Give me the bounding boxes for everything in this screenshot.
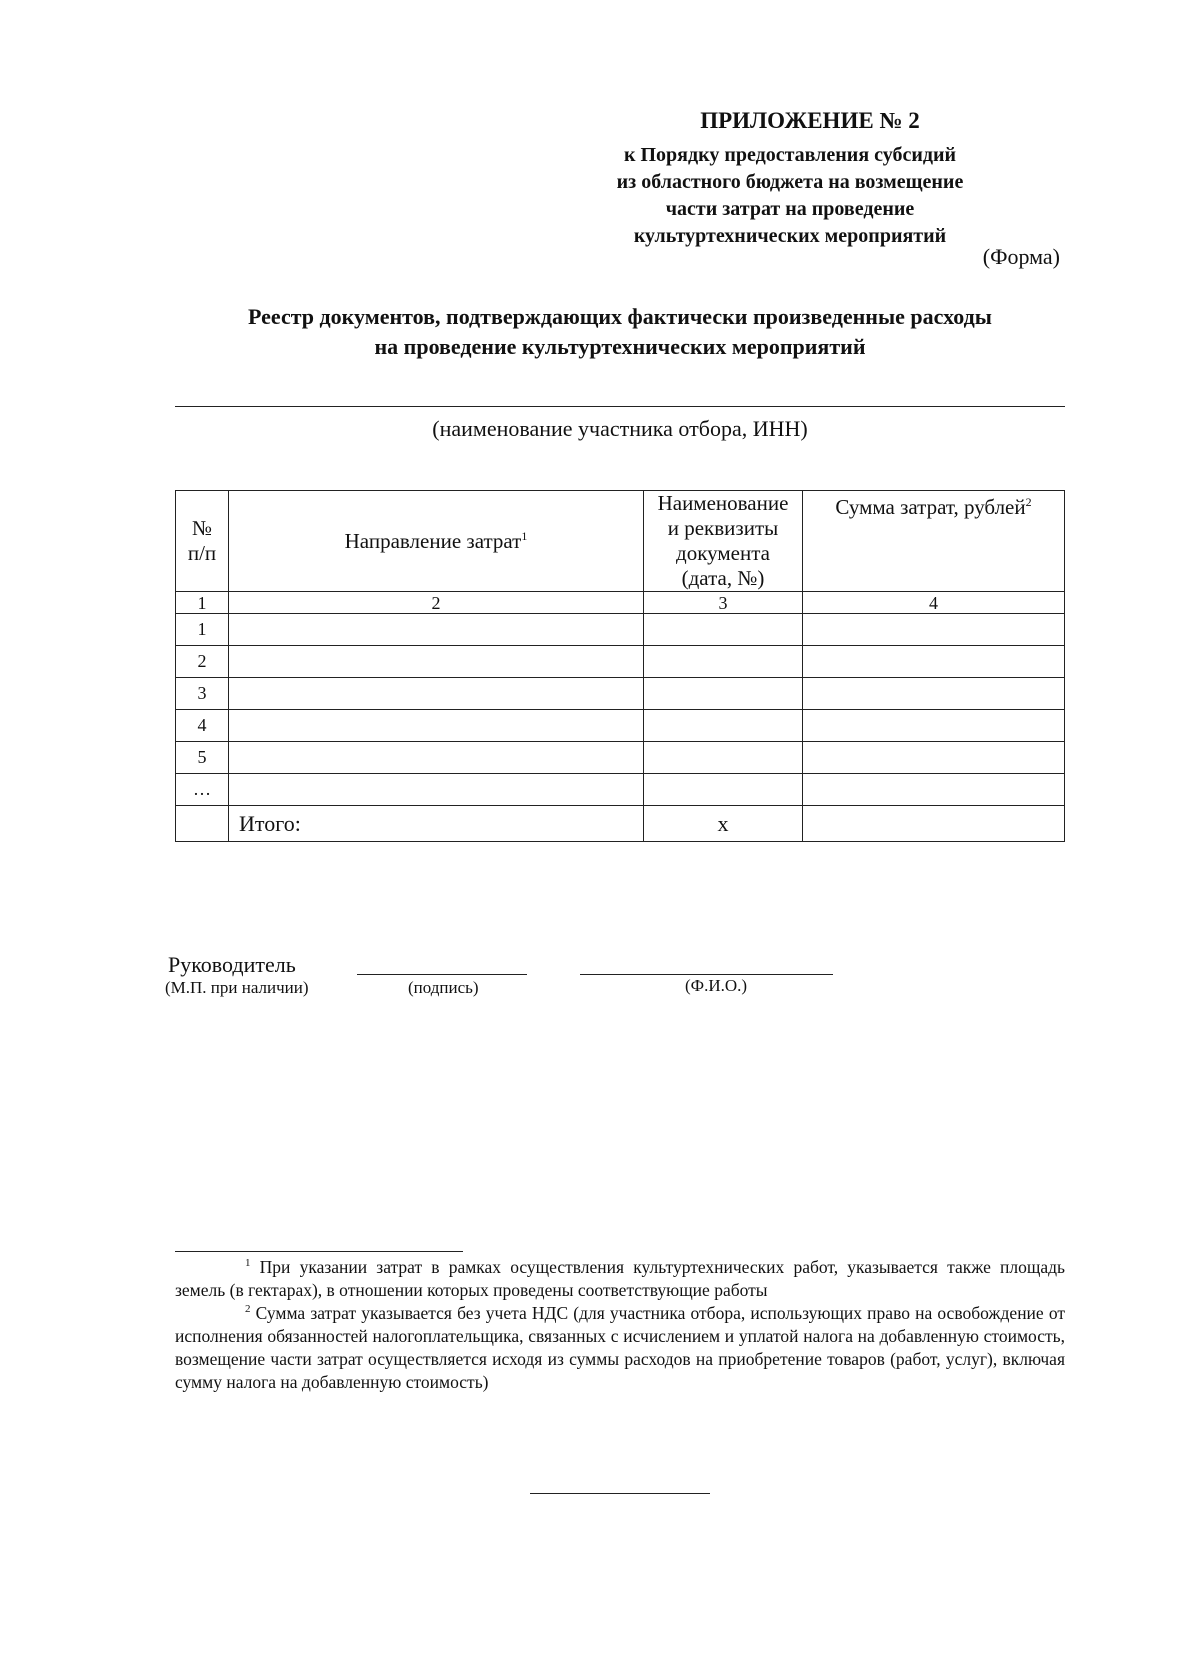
footnote-rule xyxy=(175,1251,463,1252)
signature-line xyxy=(357,974,527,975)
form-label: (Форма) xyxy=(982,244,1060,269)
table-row xyxy=(176,742,1065,774)
total-document-cell: x xyxy=(644,806,803,842)
column-number: 3 xyxy=(644,592,803,614)
row-sum-cell xyxy=(803,742,1065,774)
header-direction xyxy=(229,491,644,592)
header-num-line-1: № xyxy=(191,516,213,540)
row-direction-cell xyxy=(229,742,644,774)
signature-caption: (подпись) xyxy=(408,978,479,997)
row-number: … xyxy=(176,774,229,806)
row-direction-cell xyxy=(229,774,644,806)
participant-name-line xyxy=(175,406,1065,407)
header-document-line-2: и реквизиты xyxy=(667,516,779,540)
column-number: 2 xyxy=(229,592,644,614)
row-number: 1 xyxy=(176,614,229,646)
appendix-header xyxy=(560,108,1060,250)
table-row xyxy=(176,774,1065,806)
column-number-row xyxy=(176,592,1065,614)
row-document-cell xyxy=(644,614,803,646)
table-row xyxy=(176,646,1065,678)
table-row xyxy=(176,710,1065,742)
stamp-caption: (М.П. при наличии) xyxy=(165,978,309,997)
row-direction-cell xyxy=(229,678,644,710)
appendix-line-3: части затрат на проведение xyxy=(665,198,915,220)
header-direction-label: Направление затрат xyxy=(344,528,522,553)
appendix-line-2: из областного бюджета на возмещение xyxy=(616,171,964,193)
row-document-cell xyxy=(644,742,803,774)
row-number: 4 xyxy=(176,710,229,742)
total-row xyxy=(176,806,1065,842)
column-number: 1 xyxy=(176,592,229,614)
row-direction-cell xyxy=(229,614,644,646)
full-name-caption: (Ф.И.О.) xyxy=(685,976,748,995)
footnote-text: Сумма затрат указывается без учета НДС (для участника отбора, использующих право на освобождение от исполнения обязанностей налогоплательщика, связанных с исчислением и уплатой налога на добавленную стоимость, возмещение части затрат осуществляется исходя из суммы расходов на приобретение товаров (работ, услуг), включая сумму налога на добавленную стоимость) xyxy=(175,1303,1065,1392)
table-row xyxy=(176,678,1065,710)
appendix-line-4: культуртехнических мероприятий xyxy=(633,225,947,247)
header-num xyxy=(176,491,229,592)
footnotes xyxy=(175,1256,1065,1394)
footnote-ref-2: 2 xyxy=(1025,495,1032,509)
column-number: 4 xyxy=(803,592,1065,614)
row-number: 5 xyxy=(176,742,229,774)
row-sum-cell xyxy=(803,678,1065,710)
appendix-line-1: к Порядку предоставления субсидий xyxy=(623,144,957,166)
registry-table xyxy=(175,490,1065,842)
footnote-mark: 2 xyxy=(245,1303,251,1316)
signature-head: Руководитель xyxy=(168,952,296,977)
table-header-row xyxy=(176,491,1065,592)
document-title-line-1: Реестр документов, подтверждающих фактически произведенные расходы xyxy=(248,304,992,329)
total-label: Итого: xyxy=(229,806,644,842)
row-direction-cell xyxy=(229,710,644,742)
row-document-cell xyxy=(644,774,803,806)
row-sum-cell xyxy=(803,646,1065,678)
participant-name-caption: (наименование участника отбора, ИНН) xyxy=(432,416,808,441)
footnote-text: При указании затрат в рамках осуществления культуртехнических работ, указывается также площадь земель (в гектарах), в отношении которых проведены соответствующие работы xyxy=(175,1257,1065,1300)
row-sum-cell xyxy=(803,710,1065,742)
row-document-cell xyxy=(644,710,803,742)
appendix-title: ПРИЛОЖЕНИЕ № 2 xyxy=(700,108,920,133)
row-sum-cell xyxy=(803,774,1065,806)
footnote-mark: 1 xyxy=(245,1257,251,1270)
header-document-line-4: (дата, №) xyxy=(681,566,765,590)
row-document-cell xyxy=(644,678,803,710)
footnote-1 xyxy=(175,1256,1065,1302)
table-row xyxy=(176,614,1065,646)
header-sum xyxy=(803,491,1065,592)
header-num-line-2: п/п xyxy=(187,541,217,565)
header-sum-label: Сумма затрат, рублей xyxy=(835,495,1026,519)
row-number: 2 xyxy=(176,646,229,678)
footnote-2 xyxy=(175,1302,1065,1394)
header-document xyxy=(644,491,803,592)
full-name-line xyxy=(580,974,833,975)
row-direction-cell xyxy=(229,646,644,678)
header-document-line-1: Наименование xyxy=(657,491,789,515)
row-document-cell xyxy=(644,646,803,678)
document-title-line-2: на проведение культуртехнических мероприятий xyxy=(374,334,866,359)
header-document-line-3: документа xyxy=(676,541,770,565)
end-rule xyxy=(530,1493,710,1494)
document-title xyxy=(175,302,1065,362)
row-sum-cell xyxy=(803,614,1065,646)
footnote-ref-1: 1 xyxy=(521,528,528,543)
total-sum-cell xyxy=(803,806,1065,842)
row-number: 3 xyxy=(176,678,229,710)
total-num-cell xyxy=(176,806,229,842)
